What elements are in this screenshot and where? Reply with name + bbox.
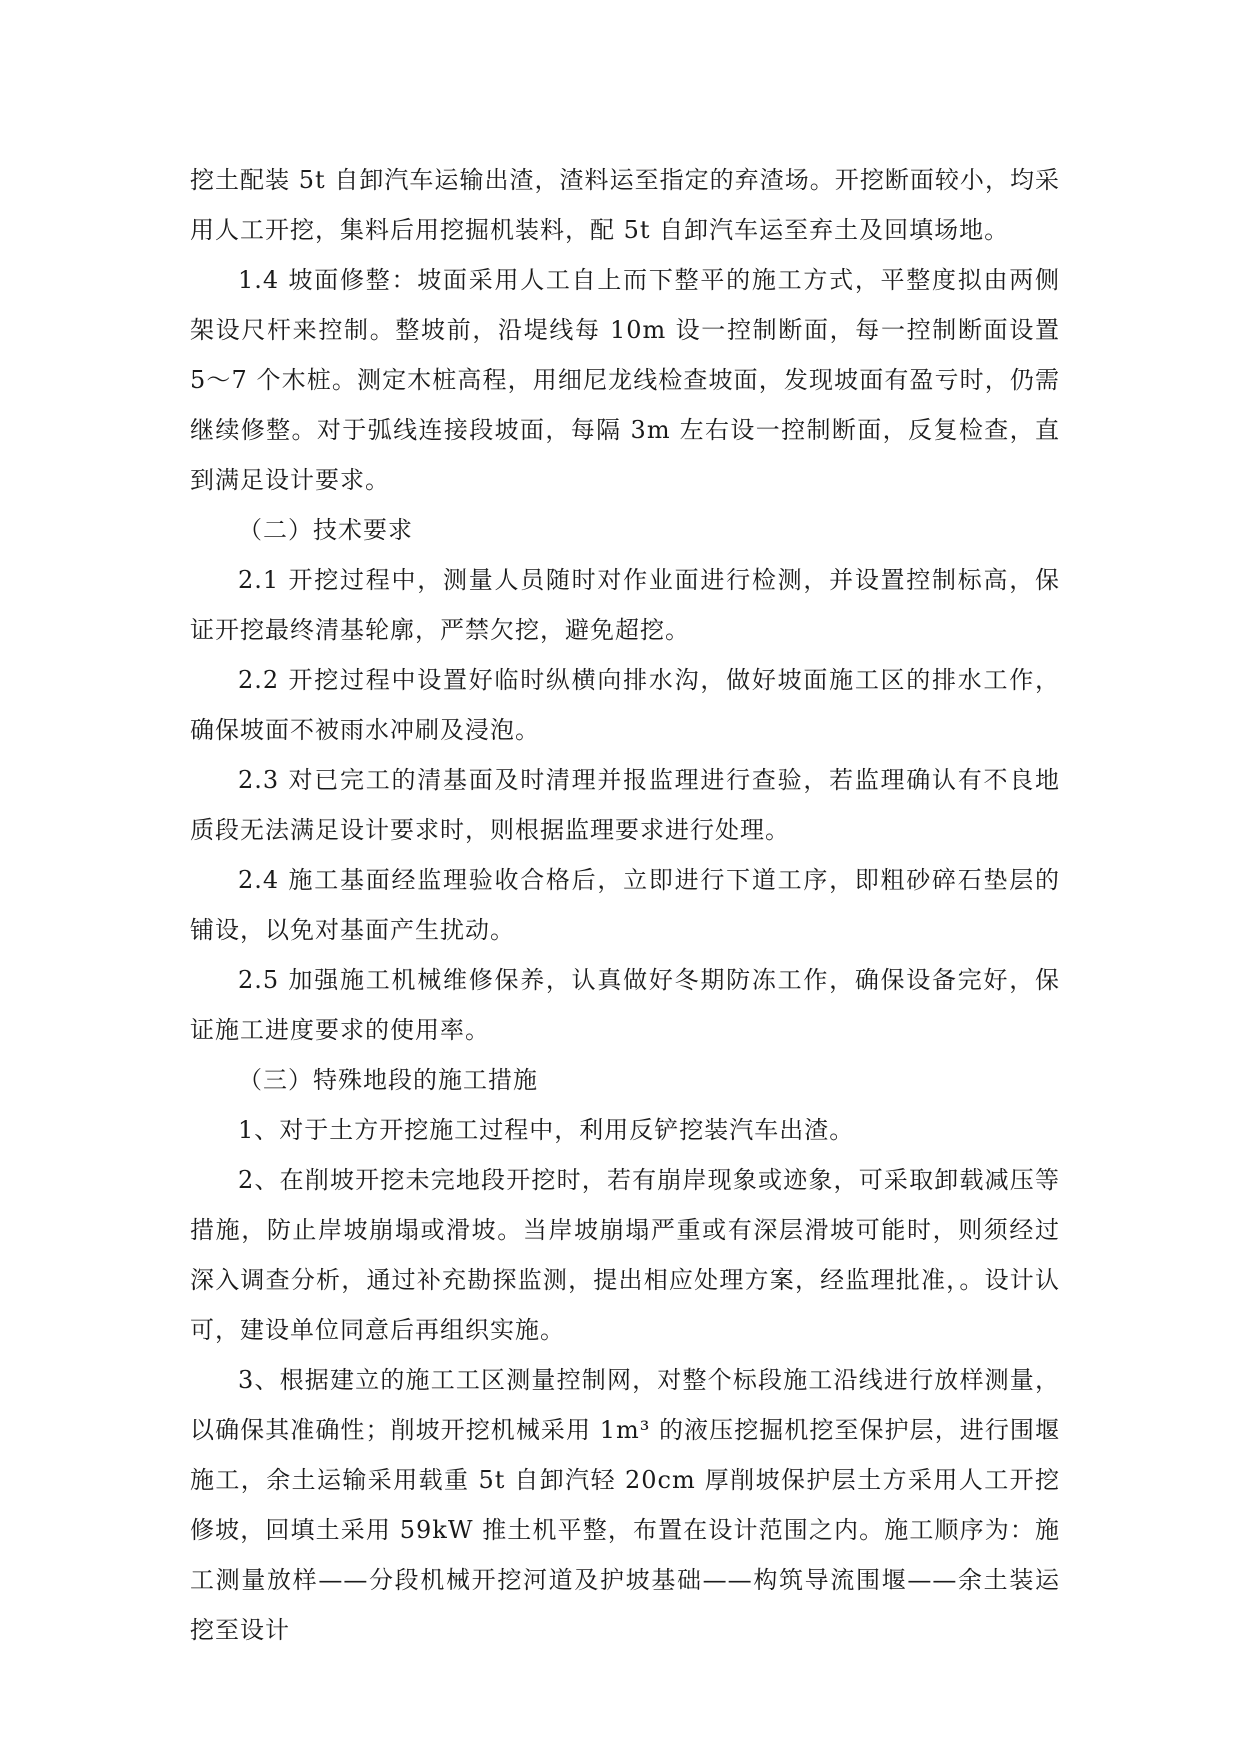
paragraph-2-2: 2.2 开挖过程中设置好临时纵横向排水沟，做好坡面施工区的排水工作，确保坡面不被雨水冲刷及浸泡。 — [190, 666, 1060, 744]
section-heading-technical-requirements: （二）技术要求 — [238, 516, 413, 544]
paragraph-item-2: 2、在削坡开挖未完地段开挖时，若有崩岸现象或迹象，可采取卸载减压等措施，防止岸坡崩塌或滑坡。当岸坡崩塌严重或有深层滑坡可能时，则须经过深入调查分析，通过补充勘探监测，提出相应处理方案，经监理批准，。设计认可，建设单位同意后再组织实施。 — [190, 1166, 1060, 1344]
paragraph-item-3: 3、根据建立的施工工区测量控制网，对整个标段施工沿线进行放样测量，以确保其准确性；削坡开挖机械采用 1m³ 的液压挖掘机挖至保护层，进行围堰施工，余土运输采用载重 5t 自卸汽轻 20cm 厚削坡保护层土方采用人工开挖修坡，回填土采用 59kW 推土机平整，布置在设计范围之内。施工顺序为：施工测量放样——分段机械开挖河道及护坡基础——构筑导流围堰——余土装运挖至设计 — [190, 1366, 1060, 1644]
paragraph-item-1: 1、对于土方开挖施工过程中，利用反铲挖装汽车出渣。 — [238, 1116, 855, 1144]
document-page — [190, 155, 1060, 1655]
paragraph-slope-finishing: 1.4 坡面修整：坡面采用人工自上而下整平的施工方式，平整度拟由两侧架设尺杆来控制。整坡前，沿堤线每 10m 设一控制断面，每一控制断面设置 5～7 个木桩。测定木桩高程，用细尼龙线检查坡面，发现坡面有盈亏时，仍需继续修整。对于弧线连接段坡面，每隔 3m 左右设一控制断面，反复检查，直到满足设计要求。 — [190, 266, 1060, 494]
paragraph-continuation: 挖土配装 5t 自卸汽车运输出渣，渣料运至指定的弃渣场。开挖断面较小，均采用人工开挖，集料后用挖掘机装料，配 5t 自卸汽车运至弃土及回填场地。 — [190, 166, 1060, 244]
paragraph-2-1: 2.1 开挖过程中，测量人员随时对作业面进行检测，并设置控制标高，保证开挖最终清基轮廓，严禁欠挖，避免超挖。 — [190, 566, 1060, 644]
section-heading-special-sections: （三）特殊地段的施工措施 — [238, 1066, 538, 1094]
paragraph-2-3: 2.3 对已完工的清基面及时清理并报监理进行查验，若监理确认有不良地质段无法满足设计要求时，则根据监理要求进行处理。 — [190, 766, 1060, 844]
paragraph-2-5: 2.5 加强施工机械维修保养，认真做好冬期防冻工作，确保设备完好，保证施工进度要求的使用率。 — [190, 966, 1060, 1044]
paragraph-2-4: 2.4 施工基面经监理验收合格后，立即进行下道工序，即粗砂碎石垫层的铺设，以免对基面产生扰动。 — [190, 866, 1060, 944]
